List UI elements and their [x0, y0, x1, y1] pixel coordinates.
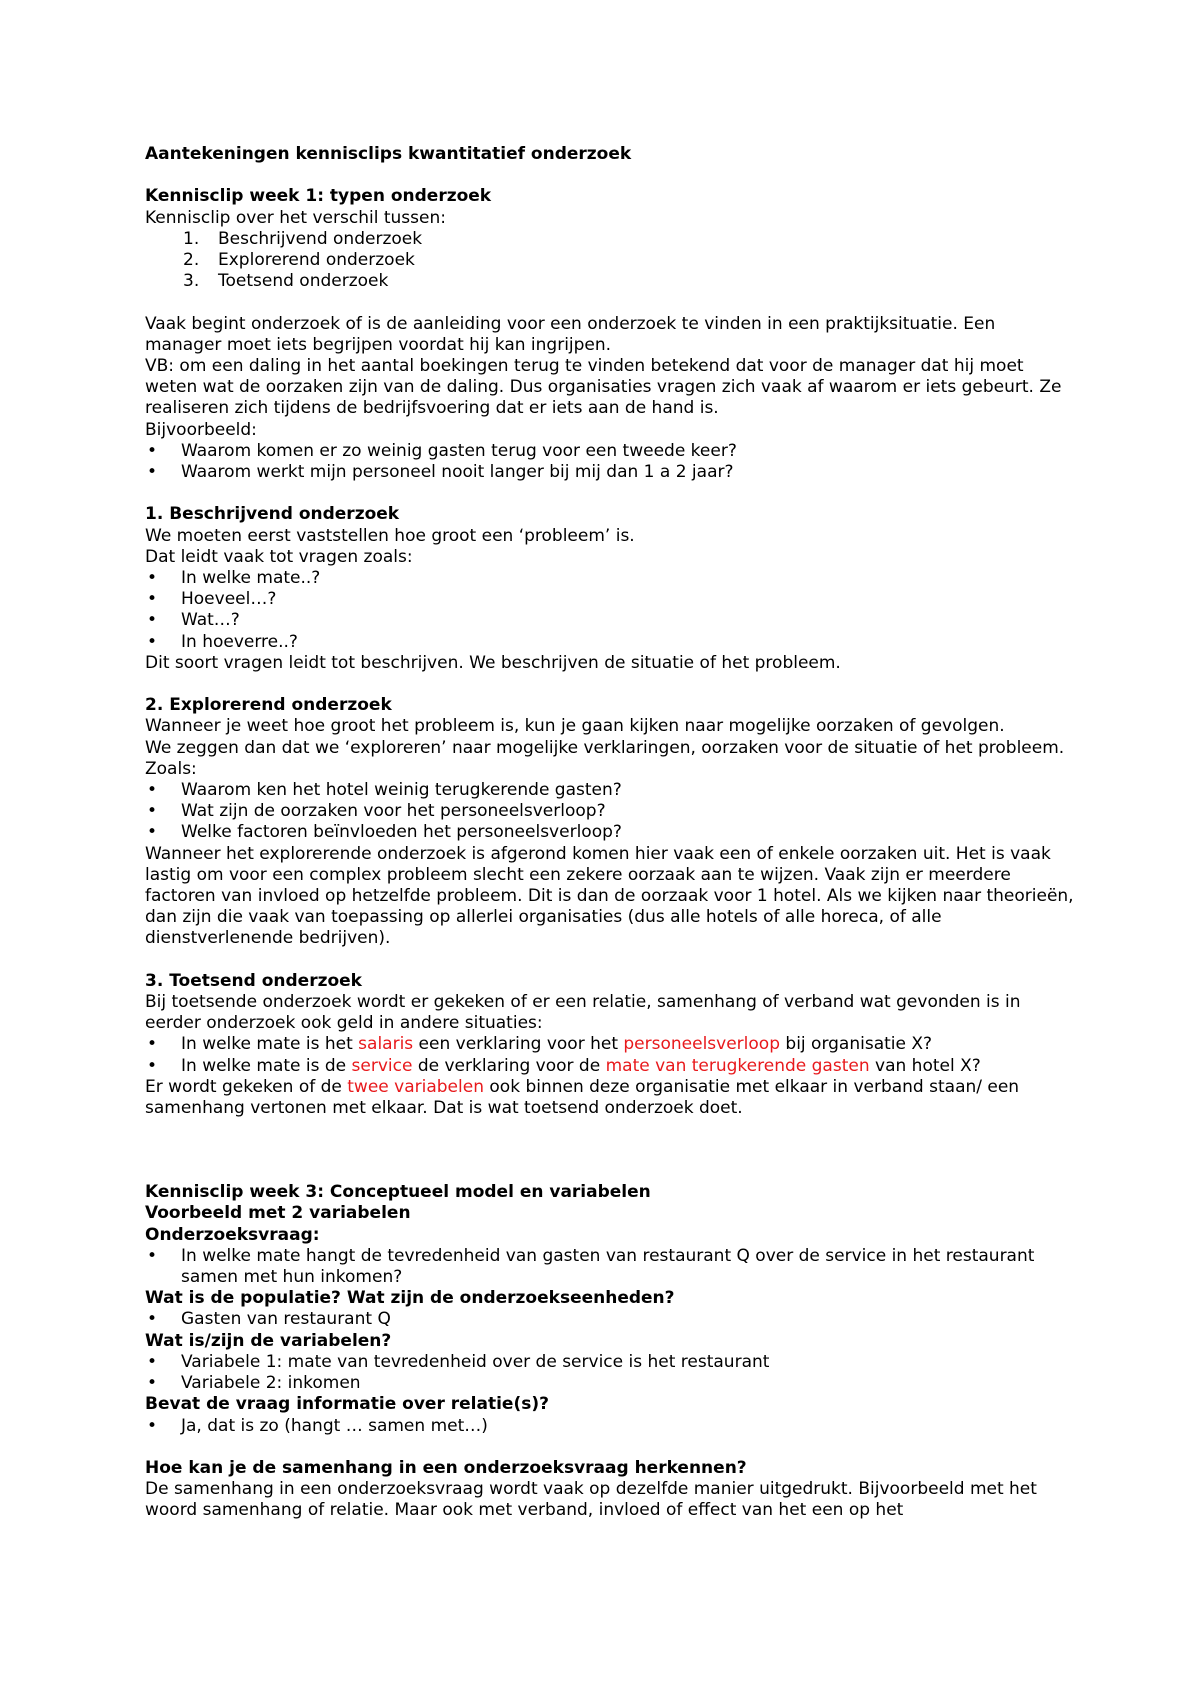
onderzoeksvraag-label: Onderzoeksvraag: [145, 1224, 320, 1245]
populatie-label: Wat is de populatie? Wat zijn de onderzoekseenheden? [145, 1288, 675, 1309]
bullet-icon: • [147, 1415, 158, 1436]
bullet-icon: • [147, 1309, 158, 1330]
highlight-personeelsverloop: personeelsverloop [623, 1034, 780, 1055]
list-item [145, 229, 1075, 250]
bullet-icon: • [147, 801, 158, 822]
bullet-icon: • [147, 780, 158, 801]
toetsend-questions [145, 1034, 1075, 1076]
list-number: 2. [183, 250, 200, 270]
highlight-terugkerende-gasten: mate van terugkerende gasten [605, 1055, 870, 1076]
list-item [145, 780, 1075, 801]
beschrijvend-conclusion: Dit soort vragen leidt tot beschrijven. We beschrijven de situatie of het probleem. [145, 652, 841, 673]
bullet-icon: • [147, 1034, 158, 1055]
list-item [145, 1056, 1075, 1077]
list-item-text: In hoeverre..? [181, 631, 298, 652]
week1-paragraph-1: Vaak begint onderzoek of is de aanleiding voor een onderzoek te vinden in een praktijksituatie. Een manager moet iets begrijpen voordat hij kan ingrijpen. [145, 313, 996, 355]
zoals-label: Zoals: [145, 758, 197, 779]
text-run: In welke mate is het [181, 1034, 359, 1055]
text-run: In welke mate is de [181, 1055, 352, 1076]
list-item [145, 822, 1075, 843]
list-item [145, 1373, 1075, 1394]
list-item [145, 271, 1075, 292]
beschrijvend-questions [145, 568, 1075, 653]
list-item [145, 568, 1075, 589]
list-item-text: Waarom ken het hotel weinig terugkerende gasten? [181, 780, 622, 801]
herkennen-heading: Hoe kan je de samenhang in een onderzoeksvraag herkennen? [145, 1457, 747, 1478]
list-item-text: In welke mate..? [181, 568, 321, 589]
relatie-list [145, 1416, 1075, 1437]
list-number: 3. [183, 271, 200, 292]
list-item-text: Gasten van restaurant Q [181, 1309, 391, 1330]
list-item-text: Wat zijn de oorzaken voor het personeelsverloop? [181, 801, 606, 822]
list-item [145, 462, 1075, 483]
text-run: ook binnen deze organisatie met elkaar in verband staan/ een samenhang vertonen met elkaar. Dat is wat toetsend onderzoek doet. [145, 1076, 1020, 1119]
list-item-text: Welke factoren beïnvloeden het personeelsverloop? [181, 822, 622, 843]
text-run: Er wordt gekeken of de [145, 1076, 348, 1097]
beschrijvend-line-2: Dat leidt vaak tot vragen zoals: [145, 546, 413, 567]
bullet-icon: • [147, 610, 158, 631]
explorerend-conclusion: Wanneer het explorerende onderzoek is afgerond komen hier vaak een of enkele oorzaken uit. Het is vaak lastig om voor een complex probleem slecht een zekere oorzaak aan te wijzen. Vaak zijn er meerdere factoren van invloed op hetzelfde probleem. Dit is dan de oorzaak voor 1 hotel. Als we kijken naar theorieën, dan zijn die vaak van toepassing op allerlei organisaties (dus alle hotels of alle horeca, of alle dienstverlenende bedrijven). [145, 843, 1074, 949]
list-item-text: Waarom werkt mijn personeel nooit langer bij mij dan 1 a 2 jaar? [181, 462, 734, 483]
week1-paragraph-2: VB: om een daling in het aantal boekingen terug te vinden betekend dat voor de manager dat hij moet weten wat de oorzaken zijn van de daling. Dus organisaties vragen zich vaak af waarom er iets gebeurt. Ze realiseren zich tijdens de bedrijfsvoering dat er iets aan de hand is. [145, 356, 1062, 419]
types-list [145, 229, 1075, 293]
beschrijvend-heading: 1. Beschrijvend onderzoek [145, 504, 400, 525]
bullet-icon: • [147, 589, 158, 610]
list-item [145, 610, 1075, 631]
list-item-text: Wat…? [181, 610, 240, 631]
toetsend-intro: Bij toetsende onderzoek wordt er gekeken of er een relatie, samenhang of verband wat gevonden is in eerder onderzoek ook geld in andere situaties: [145, 992, 1021, 1034]
toetsend-heading: 3. Toetsend onderzoek [145, 970, 362, 991]
bullet-icon: • [147, 822, 158, 843]
week1-heading: Kennisclip week 1: typen onderzoek [145, 186, 492, 207]
list-item-text: Variabele 1: mate van tevredenheid over de service is het restaurant [181, 1351, 770, 1372]
list-item-text: Waarom komen er zo weinig gasten terug voor een tweede keer? [181, 440, 737, 461]
week3-heading: Kennisclip week 3: Conceptueel model en variabelen [145, 1182, 651, 1203]
list-item [145, 1416, 1075, 1437]
text-run: de verklaring voor de [412, 1055, 606, 1076]
example-list [145, 441, 1075, 483]
text-run: bij organisatie X? [780, 1034, 933, 1055]
example-label: Bijvoorbeeld: [145, 419, 257, 440]
highlight-twee-variabelen: twee variabelen [347, 1076, 484, 1097]
highlight-service: service [351, 1055, 413, 1076]
list-item-text: Hoeveel…? [181, 589, 277, 610]
document-title: Aantekeningen kennisclips kwantitatief onderzoek [145, 144, 632, 164]
bullet-icon: • [147, 1055, 158, 1076]
explorerend-line-2: We zeggen dan dat we ‘exploreren’ naar mogelijke verklaringen, oorzaken voor de situatie of het probleem. [145, 737, 1065, 758]
list-item-label: Beschrijvend onderzoek [218, 228, 423, 249]
list-item [145, 250, 1075, 271]
onderzoeksvraag-list [145, 1246, 1075, 1288]
list-item [145, 801, 1075, 822]
relatie-label: Bevat de vraag informatie over relatie(s)? [145, 1394, 549, 1415]
document-page [145, 144, 1075, 1522]
explorerend-questions [145, 780, 1075, 844]
bullet-icon: • [147, 568, 158, 589]
text-run: van hotel X? [869, 1055, 981, 1076]
populatie-list [145, 1309, 1075, 1330]
beschrijvend-line-1: We moeten eerst vaststellen hoe groot een ‘probleem’ is. [145, 525, 635, 546]
list-item [145, 589, 1075, 610]
list-item-label: Explorerend onderzoek [218, 250, 415, 270]
list-item [145, 1352, 1075, 1373]
bullet-icon: • [147, 1373, 158, 1394]
bullet-icon: • [147, 462, 158, 483]
list-item [145, 1034, 1075, 1055]
bullet-icon: • [147, 1245, 158, 1266]
explorerend-heading: 2. Explorerend onderzoek [145, 695, 392, 716]
list-item [145, 441, 1075, 462]
list-item-text: Variabele 2: inkomen [181, 1373, 361, 1394]
herkennen-text: De samenhang in een onderzoeksvraag wordt vaak op dezelfde manier uitgedrukt. Bijvoorbeeld met het woord samenhang of relatie. Maar ook met verband, invloed of effect van het een op het [145, 1479, 1037, 1521]
bullet-icon: • [147, 440, 158, 461]
variabelen-list [145, 1352, 1075, 1394]
bullet-icon: • [147, 631, 158, 652]
toetsend-outro [145, 1077, 1075, 1119]
text-run: een verklaring voor het [413, 1034, 624, 1055]
highlight-salaris: salaris [358, 1034, 414, 1055]
list-item [145, 632, 1075, 653]
list-item [145, 1246, 1075, 1288]
list-item-text: Ja, dat is zo (hangt … samen met…) [181, 1415, 488, 1436]
bullet-icon: • [147, 1351, 158, 1372]
week1-intro: Kennisclip over het verschil tussen: [145, 207, 446, 228]
variabelen-label: Wat is/zijn de variabelen? [145, 1330, 392, 1351]
list-item [145, 1309, 1075, 1330]
week3-subheading: Voorbeeld met 2 variabelen [145, 1203, 411, 1224]
list-number: 1. [183, 228, 200, 249]
list-item-text: In welke mate hangt de tevredenheid van gasten van restaurant Q over de service in het restaurant samen met hun inkomen? [181, 1245, 1035, 1288]
list-item-label: Toetsend onderzoek [218, 271, 389, 292]
explorerend-line-1: Wanneer je weet hoe groot het probleem is, kun je gaan kijken naar mogelijke oorzaken of gevolgen. [145, 716, 1005, 737]
